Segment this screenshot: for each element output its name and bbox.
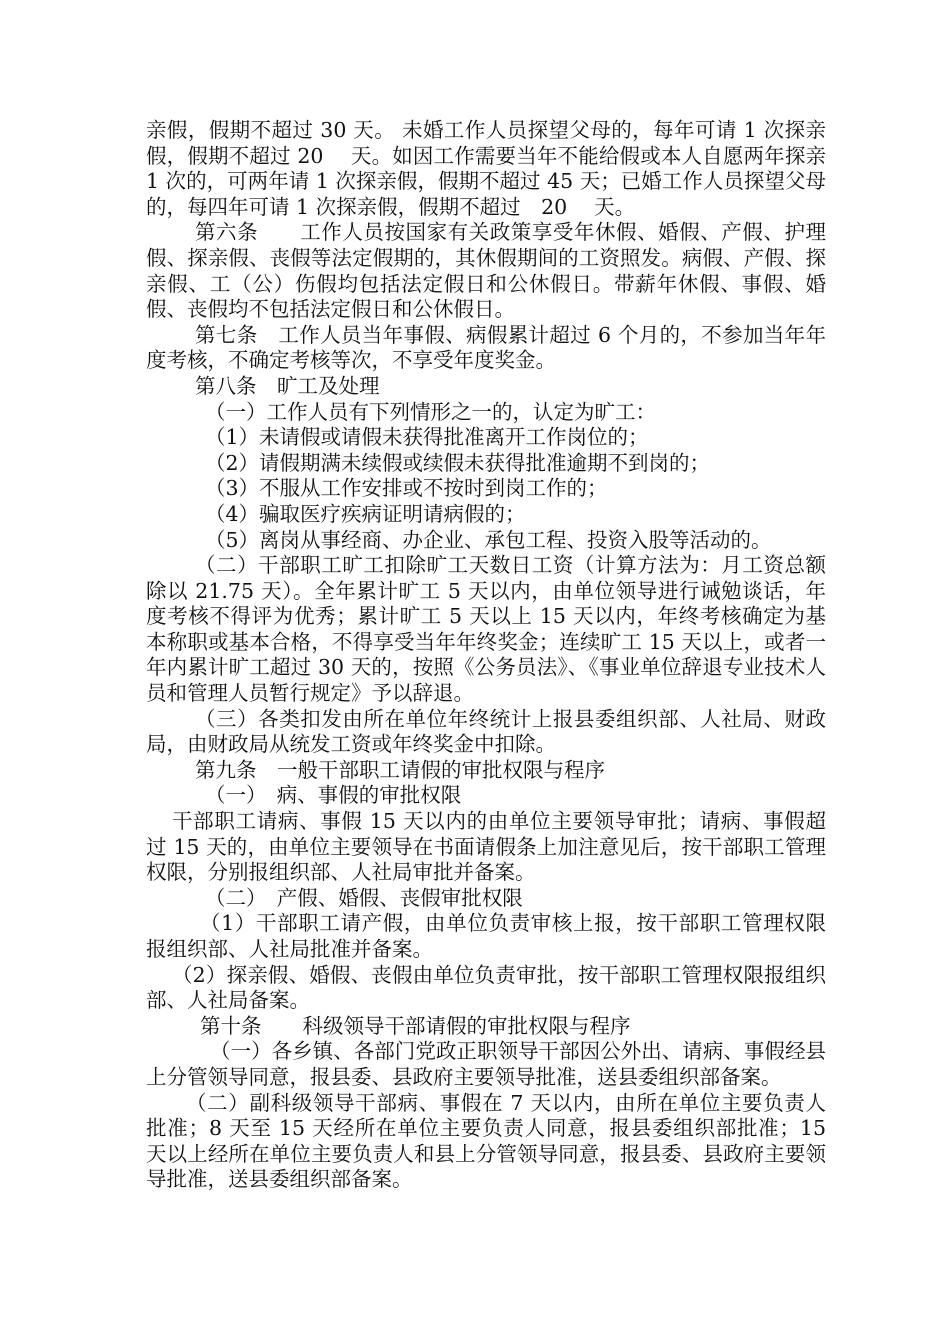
paragraph-article-9-item-2: （二） 产假、婚假、丧假审批权限 [205, 885, 523, 910]
paragraph-article-8-case-4: （4）骗取医疗疾病证明请病假的； [205, 501, 526, 526]
paragraph-article-9-item-2-case-1: （1）干部职工请产假，由单位负责审核上报，按干部职工管理权限报组织部、人社局批准并备案。 [146, 911, 826, 961]
paragraph-article-10-heading: 第十条 科级领导干部请假的审批权限与程序 [200, 1013, 631, 1038]
paragraph-article-9-item-2-case-2: （2）探亲假、婚假、丧假由单位负责审批，按干部职工管理权限报组织部、人社局备案。 [146, 962, 826, 1013]
paragraph-article-10-item-1: （一）各乡镇、各部门党政正职领导干部因公外出、请病、事假经县上分管领导同意，报县委、县政府主要领导批准，送县委组织部备案。 [146, 1039, 826, 1089]
paragraph-article-8-case-3: （3）不服从工作安排或不按时到岗工作的； [205, 476, 608, 501]
document-body [146, 118, 833, 1193]
paragraph-article-9-item-1: （一） 病、事假的审批权限 [205, 783, 462, 808]
paragraph-article-8-item-2: （二）干部职工旷工扣除旷工天数日工资（计算方法为：月工资总额除以 21.75 天）。全年累计旷工 5 天以内，由单位领导进行诫勉谈话，年度考核不得评为优秀；累计旷工 5 天以上 15 天以内，年终考核确定为基本称职或基本合格，不得享受当年年终奖金；连续旷工 15 天以上，或者一年内累计旷工超过 30 天的，按照《公务员法》、《事业单位辞退专业技术人员和管理人员暂行规定》予以辞退。 [146, 553, 826, 706]
paragraph-article-7: 第七条 工作人员当年事假、病假累计超过 6 个月的，不参加当年年度考核，不确定考核等次，不享受年度奖金。 [146, 322, 826, 373]
paragraph-article-8-case-1: （1）未请假或请假未获得批准离开工作岗位的； [205, 425, 649, 450]
paragraph-article-9-item-1-body: 干部职工请病、事假 15 天以内的由单位主要领导审批；请病、事假超过 15 天的，由单位主要领导在书面请假条上加注意见后，按干部职工管理权限，分别报组织部、人社局审批并备案。 [146, 809, 826, 885]
paragraph-article-8-item-3: （三）各类扣发由所在单位年终统计上报县委组织部、人社局、财政局，由财政局从统发工资或年终奖金中扣除。 [146, 706, 826, 757]
paragraph-article-9-heading: 第九条 一般干部职工请假的审批权限与程序 [195, 757, 605, 782]
paragraph-article-8-case-2: （2）请假期满未续假或续假未获得批准逾期不到岗的； [205, 450, 711, 475]
paragraph-article-6: 第六条 工作人员按国家有关政策享受年休假、婚假、产假、护理假、探亲假、丧假等法定假期的，其休假期间的工资照发。病假、产假、探亲假、工（公）伤假均包括法定假日和公休假日。带薪年休假、事假、婚假、丧假均不包括法定假日和公休假日。 [146, 220, 826, 322]
paragraph-article-10-item-2: （二）副科级领导干部病、事假在 7 天以内，由所在单位主要负责人批准；8 天至 15 天经所在单位主要负责人同意，报县委组织部批准；15 天以上经所在单位主要负责人和县上分管领导同意，报县委、县政府主要领导批准，送县委组织部备案。 [146, 1090, 833, 1192]
paragraph-home-leave-continued: 亲假，假期不超过 30 天。 未婚工作人员探望父母的，每年可请 1 次探亲假，假期不超过 20 天。如因工作需要当年不能给假或本人自愿两年探亲 1 次的，可两年请 1 次探亲假，假期不超过 45 天；已婚工作人员探望父母的，每四年可请 1 次探亲假，假期不超过 20 天。 [146, 118, 833, 219]
paragraph-article-8-heading: 第八条 旷工及处理 [195, 373, 380, 398]
paragraph-article-8-case-5: （5）离岗从事经商、办企业、承包工程、投资入股等活动的。 [205, 527, 772, 552]
paragraph-article-8-item-1: （一）工作人员有下列情形之一的，认定为旷工： [205, 399, 656, 424]
